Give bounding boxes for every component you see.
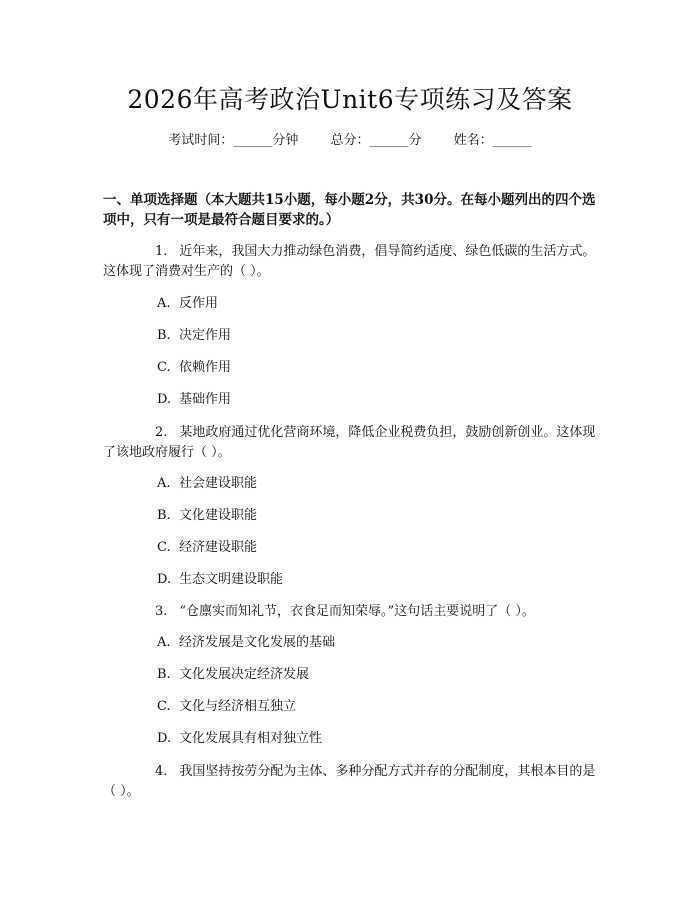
question-text: 近年来，我国大力推动绿色消费，倡导简约适度、绿色低碳的生活方式。这体现了消费对生产的（ ）。 bbox=[103, 244, 596, 279]
option-2b bbox=[157, 506, 257, 526]
option-1a bbox=[157, 294, 218, 314]
question-4 bbox=[103, 762, 601, 802]
option-text: 决定作用 bbox=[179, 328, 232, 343]
option-letter: A. bbox=[157, 476, 171, 491]
option-letter: B. bbox=[157, 667, 171, 682]
question-text: 某地政府通过优化营商环境，降低企业税费负担，鼓励创新创业。这体现了该地政府履行（ ）。 bbox=[103, 425, 596, 460]
option-1c bbox=[157, 358, 231, 378]
option-letter: C. bbox=[157, 540, 171, 555]
exam-info-line bbox=[0, 131, 700, 151]
option-text: 社会建设职能 bbox=[179, 476, 258, 491]
option-text: 依赖作用 bbox=[179, 360, 232, 375]
option-letter: B. bbox=[157, 328, 171, 343]
option-text: 基础作用 bbox=[179, 392, 232, 407]
section-heading: 一、单项选择题（本大题共15小题，每小题2分，共30分。在每小题列出的四个选项中，只有一项是最符合题目要求的。） bbox=[103, 192, 596, 228]
total-score-field: 总分：______分 bbox=[330, 133, 422, 148]
option-text: 反作用 bbox=[179, 296, 219, 311]
document-title: 2026年高考政治Unit6专项练习及答案 bbox=[127, 85, 573, 114]
option-3b bbox=[157, 665, 309, 685]
option-3a bbox=[157, 633, 335, 653]
option-letter: D. bbox=[157, 572, 172, 587]
question-text: “仓廪实而知礼节，衣食足而知荣辱。”这句话主要说明了（ ）。 bbox=[179, 604, 535, 619]
question-number: 4. bbox=[155, 764, 168, 779]
question-number: 1. bbox=[155, 244, 168, 259]
option-text: 文化发展决定经济发展 bbox=[179, 667, 310, 682]
option-text: 文化建设职能 bbox=[179, 508, 258, 523]
question-1 bbox=[103, 242, 601, 282]
option-letter: C. bbox=[157, 360, 171, 375]
question-number: 3. bbox=[155, 604, 168, 619]
question-2 bbox=[103, 423, 601, 463]
question-number: 2. bbox=[155, 425, 168, 440]
name-field: 姓名：______ bbox=[453, 133, 532, 148]
option-3c bbox=[157, 697, 296, 717]
option-letter: D. bbox=[157, 731, 172, 746]
option-text: 经济建设职能 bbox=[179, 540, 258, 555]
option-2a bbox=[157, 474, 257, 494]
option-text: 经济发展是文化发展的基础 bbox=[179, 635, 336, 650]
option-letter: A. bbox=[157, 296, 171, 311]
exam-time-field: 考试时间：______分钟 bbox=[168, 133, 299, 148]
option-1b bbox=[157, 326, 231, 346]
option-2d bbox=[157, 570, 283, 590]
option-letter: B. bbox=[157, 508, 171, 523]
option-1d bbox=[157, 390, 231, 410]
question-text: 我国坚持按劳分配为主体、多种分配方式并存的分配制度，其根本目的是（ ）。 bbox=[103, 764, 596, 799]
option-2c bbox=[157, 538, 257, 558]
option-letter: D. bbox=[157, 392, 172, 407]
option-text: 生态文明建设职能 bbox=[179, 572, 284, 587]
question-3 bbox=[103, 602, 601, 622]
option-text: 文化与经济相互独立 bbox=[179, 699, 297, 714]
option-letter: C. bbox=[157, 699, 171, 714]
option-3d bbox=[157, 729, 322, 749]
option-letter: A. bbox=[157, 635, 171, 650]
option-text: 文化发展具有相对独立性 bbox=[179, 731, 323, 746]
